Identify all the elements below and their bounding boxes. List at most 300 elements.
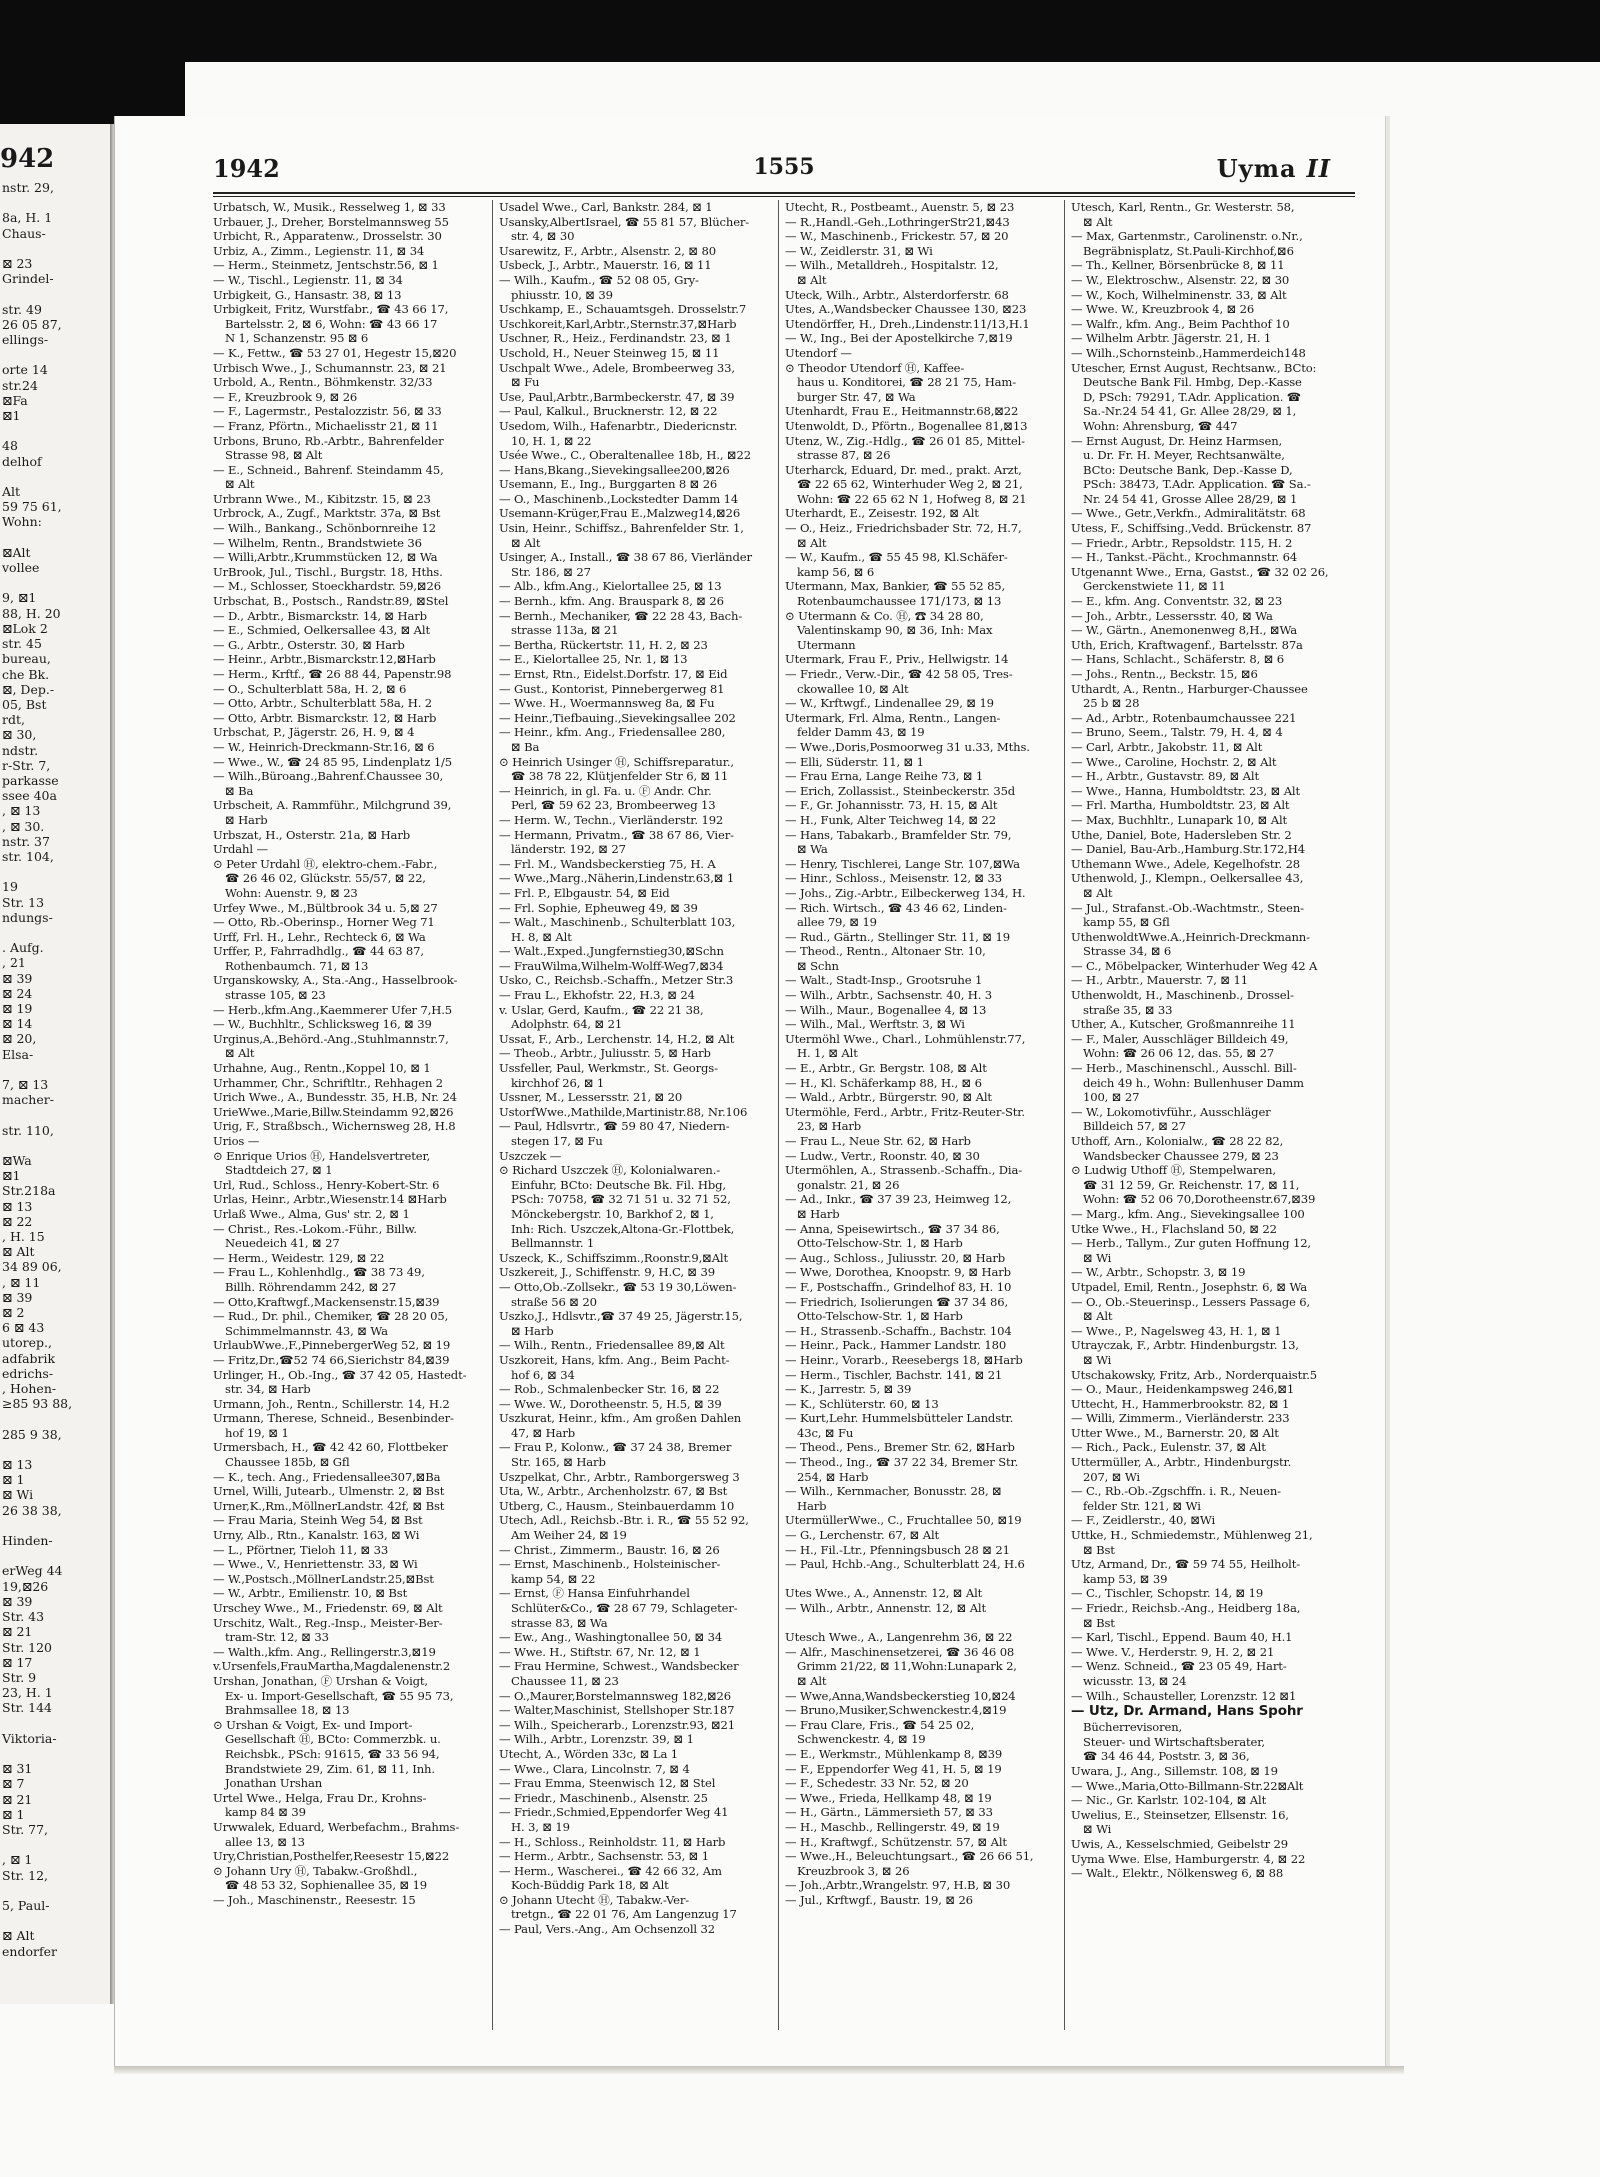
directory-entry-line: straße 35, ⊠ 33	[1083, 1002, 1173, 1017]
directory-entry-line: — Friedr.,Schmied,Eppendorfer Weg 41	[499, 1805, 729, 1820]
directory-entry-line: — Theod., Rentn., Altonaer Str. 10,	[785, 944, 986, 959]
directory-entry-line: Einfuhr, BCto: Deutsche Bk. Fil. Hbg,	[511, 1177, 726, 1192]
directory-entry-line: Inh: Rich. Uszczek,Altona-Gr.-Flottbek,	[511, 1221, 735, 1236]
directory-entry-line: Perl, ☎ 59 62 23, Brombeerweg 13	[511, 798, 716, 813]
directory-entry-line: — Th., Kellner, Börsenbrücke 8, ⊠ 11	[1071, 258, 1285, 273]
left-page-line: 26 38 38,	[2, 1502, 62, 1518]
directory-entry-line: strasse 87, ⊠ 26	[797, 448, 891, 463]
directory-entry-line: Utberg, C., Hausm., Steinbauerdamm 10	[499, 1498, 735, 1513]
left-page-line	[0, 1411, 110, 1426]
left-page-line: 48	[2, 438, 18, 454]
directory-entry-line: — W., Koch, Wilhelminenstr. 33, ⊠ Alt	[1071, 287, 1287, 302]
directory-entry-line: — Frau L., Kohlenhdlg., ☎ 38 73 49,	[213, 1265, 425, 1280]
directory-entry-line: Chaussee 11, ⊠ 23	[511, 1673, 619, 1688]
directory-entry-line: 100, ⊠ 27	[1083, 1090, 1140, 1105]
directory-entry-line: Urbisch Wwe., J., Schumannstr. 23, ⊠ 21	[213, 360, 447, 375]
directory-entry-line: — Bernh., Mechaniker, ☎ 22 28 43, Bach-	[499, 608, 743, 623]
left-page-line	[0, 1107, 110, 1122]
directory-entry-line: UthenwoldtWwe.A.,Heinrich-Dreckmann-	[1071, 929, 1310, 944]
directory-entry-line: — Wwe.,Marg.,Näherin,Lindenstr.63,⊠ 1	[499, 871, 735, 886]
left-page-line: ellings-	[2, 332, 49, 348]
left-page-line: ⊠Fa	[2, 392, 28, 408]
left-page-line: 285 9 38,	[2, 1426, 62, 1442]
directory-entry-line: Urhammer, Chr., Schriftltr., Rehhagen 2	[213, 1075, 444, 1090]
left-page-line: adfabrik	[2, 1350, 56, 1366]
left-page-line: ⊠ 14	[2, 1016, 33, 1032]
left-page-line: ≥85 93 88,	[2, 1396, 73, 1412]
directory-entry-line: — Wilh., Arbtr., Annenstr. 12, ⊠ Alt	[785, 1601, 986, 1615]
directory-entry-line: — Carl, Arbtr., Jakobstr. 11, ⊠ Alt	[1071, 739, 1263, 754]
directory-entry-line: — Frau P., Kolonw., ☎ 37 24 38, Bremer	[499, 1440, 732, 1455]
directory-entry-line: Utendorf —	[785, 345, 852, 360]
directory-entry-line: tretgn., ☎ 22 01 76, Am Langenzug 17	[511, 1907, 737, 1922]
left-page-line: Grindel-	[2, 271, 54, 287]
directory-entry-line: Otto-Telschow-Str. 1, ⊠ Harb	[797, 1236, 963, 1251]
directory-entry-line: Uschner, R., Heiz., Ferdinandstr. 23, ⊠ 1	[499, 331, 732, 346]
directory-entry-line: — Wilh., Mal., Werftstr. 3, ⊠ Wi	[785, 1017, 965, 1032]
directory-entry-line: — Frau L., Ekhofstr. 22, H.3, ⊠ 24	[499, 988, 695, 1003]
directory-entry-line: — Frl. Sophie, Epheuweg 49, ⊠ 39	[499, 900, 698, 915]
directory-entry-line: — Daniel, Bau-Arb.,Hamburg.Str.172,H4	[1071, 842, 1305, 857]
directory-entry-line: Uszko,J., Hdlsvtr.,☎ 37 49 25, Jägerstr.15,	[499, 1309, 743, 1324]
left-page-line: orte 14	[2, 362, 48, 378]
directory-entry-line: — H., Arbtr., Gustavstr. 89, ⊠ Alt	[1071, 769, 1259, 784]
left-page-line: utorep.,	[2, 1335, 52, 1351]
left-page-lines	[0, 180, 110, 1959]
left-page-line	[0, 423, 110, 438]
directory-entry-line: — Friedr., Verw.-Dir., ☎ 42 58 05, Tres-	[785, 667, 1013, 681]
directory-entry-line: — C., Möbelpacker, Winterhuder Weg 42 A	[1071, 958, 1318, 973]
directory-entry-line: Usansky,AlbertIsrael, ☎ 55 81 57, Blücher-	[499, 214, 750, 229]
directory-entry-line: Wohn: ☎ 26 06 12, das. 55, ⊠ 27	[1083, 1046, 1275, 1061]
directory-entry-line: — Gust., Kontorist, Pinnebergerweg 81	[499, 681, 725, 696]
directory-entry-line: Utpadel, Emil, Rentn., Josephstr. 6, ⊠ Wa	[1071, 1279, 1307, 1294]
directory-entry-line: — Herm., Arbtr., Sachsenstr. 53, ⊠ 1	[499, 1849, 710, 1864]
left-page-line: , ⊠ 11	[2, 1274, 41, 1290]
directory-entry-line: — O., Schulterblatt 58a, H. 2, ⊠ 6	[213, 681, 407, 696]
directory-entry-line: ⊙ Richard Uszczek Ⓗ, Kolonialwaren.-	[499, 1163, 721, 1178]
directory-entry-line: Utermann	[797, 637, 856, 652]
directory-entry-line: ckowallee 10, ⊠ Alt	[797, 681, 909, 696]
directory-entry-line: PSch: 38473, T.Adr. Application. ☎ Sa.-	[1083, 477, 1311, 492]
left-page-line: 05, Bst	[2, 696, 47, 712]
directory-entry-line: — W., Kaufm., ☎ 55 45 98, Kl.Schäfer-	[785, 550, 1008, 565]
directory-entry-line: haus u. Konditorei, ☎ 28 21 75, Ham-	[797, 375, 1017, 390]
directory-column-1	[213, 200, 485, 2030]
directory-entry-line: ⊠ Harb	[797, 1206, 840, 1221]
left-page-line: . Aufg.	[2, 940, 44, 956]
left-page-line: ⊠ 1	[2, 1806, 25, 1822]
directory-entry-line: deich 49 h., Wohn: Bullenhuser Damm	[1083, 1075, 1304, 1090]
directory-entry-line: Reichsbk., PSch: 91615, ☎ 33 56 94,	[225, 1746, 440, 1761]
left-page-line	[0, 286, 110, 301]
directory-entry-line: — Utz, Dr. Armand, Hans Spohr	[1071, 1703, 1303, 1720]
left-page-line: erWeg 44	[2, 1563, 63, 1579]
left-page-line	[0, 1062, 110, 1077]
directory-entry-line: Utes Wwe., A., Annenstr. 12, ⊠ Alt	[785, 1586, 983, 1601]
directory-entry-line: kamp 56, ⊠ 6	[797, 564, 875, 579]
directory-entry-line: Urshan, Jonathan, Ⓕ Urshan & Voigt,	[213, 1673, 428, 1688]
directory-entry-line: — Wwe. W., Kreuzbrook 4, ⊠ 26	[1071, 302, 1255, 317]
left-page-line: nstr. 37	[2, 833, 50, 849]
directory-entry-line: phiusstr. 10, ⊠ 39	[511, 287, 613, 302]
left-page-line: r-Str. 7,	[2, 757, 51, 773]
directory-entry-line: Urbschat, B., Postsch., Randstr.89, ⊠Stel	[213, 594, 449, 609]
left-page-line: ⊠ 19	[2, 1000, 33, 1016]
directory-entry-line: Url, Rud., Schloss., Henry-Kobert-Str. 6	[213, 1177, 440, 1192]
header-rule	[213, 192, 1355, 197]
directory-entry-line: Uszpelkat, Chr., Arbtr., Ramborgersweg 3	[499, 1469, 740, 1484]
directory-entry-line: v. Uslar, Gerd, Kaufm., ☎ 22 21 38,	[499, 1002, 704, 1017]
directory-entry-line: — Hermann, Privatm., ☎ 38 67 86, Vier-	[499, 827, 734, 842]
directory-entry-line: — L., Pförtner, Tieloh 11, ⊠ 33	[213, 1542, 389, 1557]
directory-entry-line: ⊙ Heinrich Usinger Ⓗ, Schiffsreparatur.,	[499, 754, 734, 769]
directory-entry-line: — Theod., Ing., ☎ 37 22 34, Bremer Str.	[785, 1455, 1019, 1470]
directory-entry-line: H. 8, ⊠ Alt	[511, 929, 572, 944]
directory-entry-line: ⊠ Alt	[511, 535, 541, 550]
left-page-line	[0, 1883, 110, 1898]
directory-entry-line	[785, 1616, 1057, 1631]
left-page-line: 59 75 61,	[2, 499, 62, 515]
directory-entry-line: — O., Maur., Heidenkampsweg 246,⊠1	[1071, 1382, 1295, 1397]
directory-entry-line: — F., Kreuzbrook 9, ⊠ 26	[213, 389, 358, 404]
directory-entry-line: — Heinr.,Tiefbauing.,Sievekingsallee 202	[499, 710, 736, 725]
directory-entry-line: 43c, ⊠ Fu	[797, 1425, 854, 1440]
left-page-line: ⊠ 39	[2, 1593, 33, 1609]
column-divider	[1064, 200, 1065, 2030]
directory-entry-line: — Ad., Arbtr., Rotenbaumchaussee 221	[1071, 710, 1297, 725]
directory-entry-line: — Herm., Weidestr. 129, ⊠ 22	[213, 1250, 385, 1265]
directory-entry-line: Billh. Röhrendamm 242, ⊠ 27	[225, 1279, 397, 1294]
directory-entry-line: Urner,K.,Rm.,MöllnerLandstr. 42f, ⊠ Bst	[213, 1498, 445, 1513]
directory-entry-line: Uttermüller, A., Arbtr., Hindenburgstr.	[1071, 1455, 1292, 1470]
directory-entry-line: PSch: 70758, ☎ 32 71 51 u. 32 71 52,	[511, 1192, 731, 1207]
directory-entry-line: ☎ 26 46 02, Glückstr. 55/57, ⊠ 22,	[225, 871, 426, 886]
directory-entry-line: — Paul, Hchb.-Ang., Schulterblatt 24, H.6	[785, 1557, 1025, 1572]
directory-entry-line: Urig, F., Straßbsch., Wichernsweg 28, H.8	[213, 1119, 456, 1134]
directory-entry-line: Gerckenstwiete 11, ⊠ 11	[1083, 579, 1226, 594]
directory-entry-line: Utes, A.,Wandsbecker Chaussee 130, ⊠23	[785, 302, 1027, 317]
directory-entry-line: Urbrock, A., Zugf., Marktstr. 37a, ⊠ Bst	[213, 506, 441, 521]
directory-entry-line: — Theod., Pens., Bremer Str. 62, ⊠Harb	[785, 1440, 1015, 1455]
directory-entry-line: Uwelius, E., Steinsetzer, Ellsenstr. 16,	[1071, 1807, 1289, 1822]
directory-entry-line: — Herm., Tischler, Bachstr. 141, ⊠ 21	[785, 1367, 1003, 1382]
directory-entry-line: Usedom, Wilh., Hafenarbtr., Diedericnstr.	[499, 418, 738, 433]
directory-entry-line: Uszeck, K., Schiffszimm.,Roonstr.9,⊠Alt	[499, 1250, 728, 1265]
left-page-line	[0, 1138, 110, 1153]
directory-entry-line: UrlaubWwe.,F.,PinnebergerWeg 52, ⊠ 19	[213, 1338, 451, 1353]
directory-entry-line: ⊠ Alt	[797, 535, 827, 550]
directory-entry-line: — Marg., kfm. Ang., Sievekingsallee 100	[1071, 1206, 1305, 1221]
directory-entry-line: — F., Schedestr. 33 Nr. 52, ⊠ 20	[785, 1776, 969, 1791]
directory-entry-line: — Wilh., Kaufm., ☎ 52 08 05, Gry-	[499, 272, 699, 287]
left-page-line: ⊠ Wi	[2, 1487, 34, 1503]
left-page-line	[0, 195, 110, 210]
left-page-line: 8a, H. 1	[2, 210, 53, 226]
left-page-line: ndstr.	[2, 742, 39, 758]
directory-entry-line: Uszkurat, Heinr., kfm., Am großen Dahlen	[499, 1411, 742, 1426]
directory-entry-line: — Otto, Rb.-Oberinsp., Horner Weg 71	[213, 915, 435, 930]
directory-entry-line: hof 19, ⊠ 1	[225, 1425, 289, 1440]
scan-border-top-left	[0, 62, 185, 124]
directory-entry-line: Rotenbaumchaussee 171/173, ⊠ 13	[797, 594, 1002, 609]
directory-entry-line: — Walt., Stadt-Insp., Grootsruhe 1	[785, 973, 983, 988]
directory-entry-line: UstorfWwe.,Mathilde,Martinistr.88, Nr.106	[499, 1104, 748, 1119]
directory-entry-line: Utermark, Frl. Alma, Rentn., Langen-	[785, 710, 1001, 725]
directory-entry-line: ☎ 34 46 44, Poststr. 3, ⊠ 36,	[1083, 1749, 1250, 1764]
directory-entry-line: — Wilh., Bankang., Schönbornreihe 12	[213, 521, 436, 536]
directory-entry-line: ⊠ Schn	[797, 958, 839, 973]
directory-entry-line: Adolphstr. 64, ⊠ 21	[511, 1017, 623, 1032]
left-page-line: Viktoria-	[2, 1730, 57, 1746]
directory-entry-line: Utermann, Max, Bankier, ☎ 55 52 85,	[785, 579, 1006, 594]
directory-entry-line: — Walt., Elektr., Nölkensweg 6, ⊠ 88	[1071, 1866, 1284, 1881]
directory-entry-line: — Frl. Martha, Humboldtstr. 23, ⊠ Alt	[1071, 798, 1290, 813]
directory-entry-line: Uthemann Wwe., Adele, Kegelhofstr. 28	[1071, 856, 1301, 871]
directory-entry-line: ⊠ Alt	[1083, 885, 1113, 900]
directory-entry-line: Otto-Telschow-Str. 1, ⊠ Harb	[797, 1309, 963, 1324]
directory-entry-line: — Wwe, Dorothea, Knoopstr. 9, ⊠ Harb	[785, 1265, 1011, 1280]
directory-entry-line: — Wwe., Frieda, Hellkamp 48, ⊠ 19	[785, 1790, 992, 1805]
left-page-line: ⊠ 21	[2, 1624, 33, 1640]
directory-entry-line: felder Damm 43, ⊠ 19	[797, 725, 925, 740]
directory-entry-line: Uschkamp, E., Schauamtsgeh. Drosselstr.7	[499, 302, 747, 317]
left-page-line: str.24	[2, 377, 38, 393]
directory-entry-line: ⊙ Theodor Utendorf Ⓗ, Kaffee-	[785, 360, 965, 375]
left-page-line: ⊠ 1	[2, 1472, 25, 1488]
left-page-line	[0, 864, 110, 879]
directory-entry-line: — K., tech. Ang., Friedensallee307,⊠Ba	[213, 1469, 441, 1484]
directory-entry-line: Urnel, Willi, Jutearb., Ulmenstr. 2, ⊠ Bst	[213, 1484, 445, 1499]
directory-entry-line: — Fritz,Dr.,☎52 74 66,Sierichstr 84,⊠39	[213, 1352, 450, 1367]
directory-entry-line: — Ad., Inkr., ☎ 37 39 23, Heimweg 12,	[785, 1192, 1012, 1207]
left-page-fragment	[0, 124, 112, 2004]
left-page-line	[0, 1518, 110, 1533]
directory-entry-line: kamp 55, ⊠ Gfl	[1083, 915, 1170, 930]
left-page-line: 34 89 06,	[2, 1259, 62, 1275]
directory-entry-line: — Heinrich, in gl. Fa. u. Ⓕ Andr. Chr.	[499, 783, 712, 798]
directory-entry-line: 25 b ⊠ 28	[1083, 696, 1140, 711]
left-page-line: ⊠ 17	[2, 1654, 33, 1670]
left-page-line: Wohn:	[2, 514, 42, 530]
left-page-line: macher-	[2, 1092, 54, 1108]
directory-entry-line: Steuer- und Wirtschaftsberater,	[1083, 1734, 1265, 1749]
directory-entry-line: ⊠ Alt	[1083, 214, 1113, 229]
directory-entry-line: Urbigkeit, G., Hansastr. 38, ⊠ 13	[213, 287, 402, 302]
directory-entry-line: ☎ 22 65 62, Winterhuder Weg 2, ⊠ 21,	[797, 477, 1023, 492]
directory-entry-line: — O., Heiz., Friedrichsbader Str. 72, H.7,	[785, 521, 1022, 536]
directory-entry-line: — Heinr., kfm. Ang., Friedensallee 280,	[499, 725, 726, 740]
left-page-line: ⊠ 39	[2, 970, 33, 986]
directory-entry-line: — Frau Clare, Fris., ☎ 54 25 02,	[785, 1717, 975, 1732]
directory-entry-line: — Willi,Arbtr.,Krummstücken 12, ⊠ Wa	[213, 550, 438, 565]
directory-entry-line: Urbscheit, A. Rammführ., Milchgrund 39,	[213, 798, 452, 813]
directory-entry-line: — H., Schloss., Reinholdstr. 11, ⊠ Harb	[499, 1834, 726, 1849]
directory-entry-line: Utecht, R., Postbeamt., Auenstr. 5, ⊠ 23	[785, 200, 1015, 214]
directory-entry-line: — Wwe., Clara, Lincolnstr. 7, ⊠ 4	[499, 1761, 690, 1776]
directory-entry-line: Ussfeller, Paul, Werkmstr., St. Georgs-	[499, 1061, 718, 1076]
left-page-line: Str. 43	[2, 1609, 45, 1625]
directory-entry-line: — Herm., Steinmetz, Jentschstr.56, ⊠ 1	[213, 258, 439, 273]
directory-entry-line: Uta, W., Arbtr., Archenholzstr. 67, ⊠ Bst	[499, 1484, 728, 1499]
directory-entry-line: Urbold, A., Rentn., Böhmkenstr. 32/33	[213, 375, 433, 390]
left-page-line: bureau,	[2, 651, 51, 667]
directory-entry-line: — Wwe., Caroline, Hochstr. 2, ⊠ Alt	[1071, 754, 1277, 769]
left-page-line	[0, 1746, 110, 1761]
left-page-line: 5, Paul-	[2, 1897, 50, 1913]
directory-entry-line: — Hinr., Schloss., Meisenstr. 12, ⊠ 33	[785, 871, 1002, 886]
directory-entry-line: UtermüllerWwe., C., Fruchtallee 50, ⊠19	[785, 1513, 1022, 1528]
directory-entry-line: — Herb., Maschinenschl., Ausschl. Bill-	[1071, 1061, 1297, 1076]
directory-entry-line: — Otto,Ob.-Zollsekr., ☎ 53 19 30,Löwen-	[499, 1279, 737, 1294]
directory-entry-line: ⊠ Bst	[1083, 1615, 1115, 1630]
header-page-number: 1555	[753, 154, 815, 180]
directory-entry-line: — Friedrich, Isolierungen ☎ 37 34 86,	[785, 1294, 1009, 1309]
directory-entry-line: Utermark, Frau F., Priv., Hellwigstr. 14	[785, 652, 1009, 667]
left-page-line: 6 ⊠ 43	[2, 1320, 45, 1336]
directory-entry-line: Uwara, J., Ang., Sillemstr. 108, ⊠ 19	[1071, 1763, 1278, 1778]
directory-entry-line: — Johs., Rentn.,, Beckstr. 15, ⊠6	[1071, 667, 1258, 681]
directory-entry-line: — Alb., kfm.Ang., Kielortallee 25, ⊠ 13	[499, 579, 722, 594]
directory-entry-line: — F., Postschaffn., Grindelhof 83, H. 10	[785, 1279, 1012, 1294]
directory-entry-line: — K., Fettw., ☎ 53 27 01, Hegestr 15,⊠20	[213, 345, 457, 360]
directory-entry-line: v.Ursenfels,FrauMartha,Magdalenenstr.2	[213, 1659, 451, 1674]
directory-entry-line: UrBrook, Jul., Tischl., Burgstr. 18, Hths.	[213, 564, 443, 579]
directory-entry-line: — Wilh., Rentn., Friedensallee 89,⊠ Alt	[499, 1338, 725, 1353]
directory-entry-line: Urlaß Wwe., Alma, Gus' str. 2, ⊠ 1	[213, 1206, 410, 1221]
directory-entry-line	[785, 1572, 1057, 1587]
directory-entry-line: Wandsbecker Chaussee 279, ⊠ 23	[1083, 1148, 1279, 1163]
directory-entry-line: ⊙ Johann Ury Ⓗ, Tabakw.-Großhdl.,	[213, 1863, 418, 1878]
directory-entry-line: ⊠ Alt	[797, 1673, 827, 1688]
left-page-line: che Bk.	[2, 666, 50, 682]
directory-entry-line: Am Weiher 24, ⊠ 19	[511, 1528, 627, 1543]
directory-entry-line: Wohn: Auenstr. 9, ⊠ 23	[225, 885, 358, 900]
directory-entry-line: kamp 53, ⊠ 39	[1083, 1571, 1168, 1586]
left-page-line: 19	[2, 879, 18, 895]
directory-entry-line: kamp 84 ⊠ 39	[225, 1805, 306, 1820]
directory-entry-line: — G., Arbtr., Osterstr. 30, ⊠ Harb	[213, 637, 405, 652]
directory-entry-line: — Wwe. V., Herderstr. 9, H. 2, ⊠ 21	[1071, 1644, 1275, 1659]
directory-entry-line: — Ernst August, Dr. Heinz Harmsen,	[1071, 433, 1283, 448]
left-page-line: ⊠ 39	[2, 1289, 33, 1305]
directory-columns	[213, 200, 1343, 2030]
directory-entry-line: Urbigkeit, Fritz, Wurstfabr., ☎ 43 66 17,	[213, 302, 449, 317]
directory-entry-line: — Hans, Tabakarb., Bramfelder Str. 79,	[785, 827, 1012, 842]
directory-entry-line: — Henry, Tischlerei, Lange Str. 107,⊠Wa	[785, 856, 1020, 871]
directory-entry-line: — Willi, Zimmerm., Vierländerstr. 233	[1071, 1411, 1290, 1426]
left-page-line	[0, 1442, 110, 1457]
directory-entry-line: Utess, F., Schiffsing.,Vedd. Brückenstr. 87	[1071, 521, 1312, 536]
directory-entry-line: Utesch, Karl, Rentn., Gr. Westerstr. 58,	[1071, 200, 1295, 214]
directory-entry-line: Str. 165, ⊠ Harb	[511, 1455, 606, 1470]
directory-entry-line: — G., Lerchenstr. 67, ⊠ Alt	[785, 1528, 940, 1543]
directory-entry-line: Utke Wwe., H., Flachsland 50, ⊠ 22	[1071, 1221, 1277, 1236]
left-page-line	[0, 575, 110, 590]
directory-entry-line: — Aug., Schloss., Juliusstr. 20, ⊠ Harb	[785, 1250, 1005, 1265]
directory-entry-line: Deutsche Bank Fil. Hmbg, Dep.-Kasse	[1083, 375, 1302, 390]
left-page-line: str. 104,	[2, 848, 54, 864]
directory-entry-line: — Wilh.,Schornsteinb.,Hammerdeich148	[1071, 345, 1306, 360]
directory-entry-line: — H., Kl. Schäferkamp 88, H., ⊠ 6	[785, 1075, 982, 1090]
directory-entry-line: Usadel Wwe., Carl, Bankstr. 284, ⊠ 1	[499, 200, 713, 214]
left-page-line	[0, 925, 110, 940]
directory-entry-line: Wohn: ☎ 22 65 62 N 1, Hofweg 8, ⊠ 21	[797, 491, 1027, 506]
directory-entry-line: ⊠ Wi	[1083, 1822, 1112, 1837]
left-page-line: Str. 12,	[2, 1867, 49, 1883]
left-page-line: Chaus-	[2, 225, 46, 241]
directory-entry-line: Uthe, Daniel, Bote, Hadersleben Str. 2	[1071, 827, 1292, 842]
directory-entry-line: — Wwe., P., Nagelsweg 43, H. 1, ⊠ 1	[1071, 1323, 1282, 1338]
left-page-line: endorfer	[2, 1943, 57, 1959]
directory-entry-line: Ex- u. Import-Gesellschaft, ☎ 55 95 73,	[225, 1688, 454, 1703]
directory-entry-line: allee 13, ⊠ 13	[225, 1834, 305, 1849]
left-page-line: , ⊠ 30.	[2, 818, 45, 834]
directory-entry-line: strasse 105, ⊠ 23	[225, 988, 326, 1003]
directory-entry-line: Urginus,A.,Behörd.-Ang.,Stuhlmannstr.7,	[213, 1031, 449, 1046]
directory-entry-line: — Herm. W., Techn., Vierländerstr. 192	[499, 812, 724, 827]
directory-entry-line: — Otto,Kraftwgf.,Mackensenstr.15,⊠39	[213, 1294, 440, 1309]
directory-entry-line: Chaussee 185b, ⊠ Gfl	[225, 1455, 350, 1470]
directory-entry-line: kamp 54, ⊠ 22	[511, 1571, 596, 1586]
left-page-line: Str. 13	[2, 894, 45, 910]
directory-entry-line: — Wilhelm, Rentn., Brandstwiete 36	[213, 535, 422, 550]
directory-entry-line: — W., Elektroschw., Alsenstr. 22, ⊠ 30	[1071, 272, 1290, 287]
directory-entry-line: — Friedr., Arbtr., Repsoldstr. 115, H. 2	[1071, 535, 1293, 550]
directory-entry-line: Urbicht, R., Apparatenw., Drosselstr. 30	[213, 229, 442, 244]
directory-entry-line: gonalstr. 21, ⊠ 26	[797, 1177, 900, 1192]
directory-entry-line: — W., Heinrich-Dreckmann-Str.16, ⊠ 6	[213, 739, 435, 754]
left-page-line: ⊠ 13	[2, 1198, 33, 1214]
directory-entry-line: — W., Arbtr., Schopstr. 3, ⊠ 19	[1071, 1265, 1246, 1280]
directory-entry-line: — F., Eppendorfer Weg 41, H. 5, ⊠ 19	[785, 1761, 1002, 1776]
directory-entry-line: Jonathan Urshan	[225, 1776, 323, 1791]
directory-entry-line: Billdeich 57, ⊠ 27	[1083, 1119, 1186, 1134]
directory-entry-line: — W., Krftwgf., Lindenallee 29, ⊠ 19	[785, 696, 994, 711]
directory-entry-line: — Herb., Tallym., Zur guten Hoffnung 12,	[1071, 1236, 1311, 1251]
directory-entry-line: — Paul, Kalkul., Brucknerstr. 12, ⊠ 22	[499, 404, 718, 419]
directory-entry-line: — Paul, Vers.-Ang., Am Ochsenzoll 32	[499, 1922, 715, 1937]
directory-entry-line: — Rob., Schmalenbecker Str. 16, ⊠ 22	[499, 1382, 720, 1397]
directory-entry-line: Utecht, A., Wörden 33c, ⊠ La 1	[499, 1746, 678, 1761]
directory-entry-line: — Frau L., Neue Str. 62, ⊠ Harb	[785, 1134, 971, 1148]
directory-entry-line: Kreuzbrook 3, ⊠ 26	[797, 1863, 910, 1878]
directory-entry-line: ⊠ Harb	[511, 1323, 554, 1338]
directory-entry-line: — W., Buchhltr., Schlicksweg 16, ⊠ 39	[213, 1017, 432, 1032]
left-page-line: ⊠ 13	[2, 1457, 33, 1473]
directory-entry-line: Uthardt, A., Rentn., Harburger-Chaussee	[1071, 681, 1308, 696]
directory-entry-line: Usin, Heinr., Schiffsz., Bahrenfelder Str. 1,	[499, 521, 744, 536]
directory-entry-line: str. 34, ⊠ Harb	[225, 1382, 311, 1397]
directory-entry-line: — Wwe,Anna,Wandsbeckerstieg 10,⊠24	[785, 1688, 1016, 1703]
directory-entry-line: — Ludw., Vertr., Roonstr. 40, ⊠ 30	[785, 1148, 980, 1163]
directory-page	[114, 116, 1386, 2066]
directory-entry-line: Urmann, Therese, Schneid., Besenbinder-	[213, 1411, 454, 1426]
directory-entry-line: Uther, A., Kutscher, Großmannreihe 11	[1071, 1017, 1296, 1032]
directory-entry-line: H. 1, ⊠ Alt	[797, 1046, 858, 1061]
directory-entry-line: — W., Tischl., Legienstr. 11, ⊠ 34	[213, 272, 403, 287]
directory-entry-line: — H., Gärtn., Lämmersieth 57, ⊠ 33	[785, 1805, 993, 1820]
left-page-line: str. 110,	[2, 1122, 54, 1138]
directory-entry-line: — Hans, Schlacht., Schäferstr. 8, ⊠ 6	[1071, 652, 1285, 667]
directory-entry-line: — Ew., Ang., Washingtonallee 50, ⊠ 34	[499, 1630, 723, 1645]
directory-entry-line: 254, ⊠ Harb	[797, 1469, 869, 1484]
directory-entry-line: — Wilh., Arbtr., Lorenzstr. 39, ⊠ 1	[499, 1732, 694, 1747]
directory-entry-line: — Wwe., W., ☎ 24 85 95, Lindenplatz 1/5	[213, 754, 453, 769]
directory-entry-line: Urff, Frl. H., Lehr., Rechteck 6, ⊠ Wa	[213, 929, 426, 944]
directory-entry-line: Urlas, Heinr., Arbtr.,Wiesenstr.14 ⊠Harb	[213, 1192, 447, 1207]
left-page-line: Elsa-	[2, 1046, 34, 1062]
